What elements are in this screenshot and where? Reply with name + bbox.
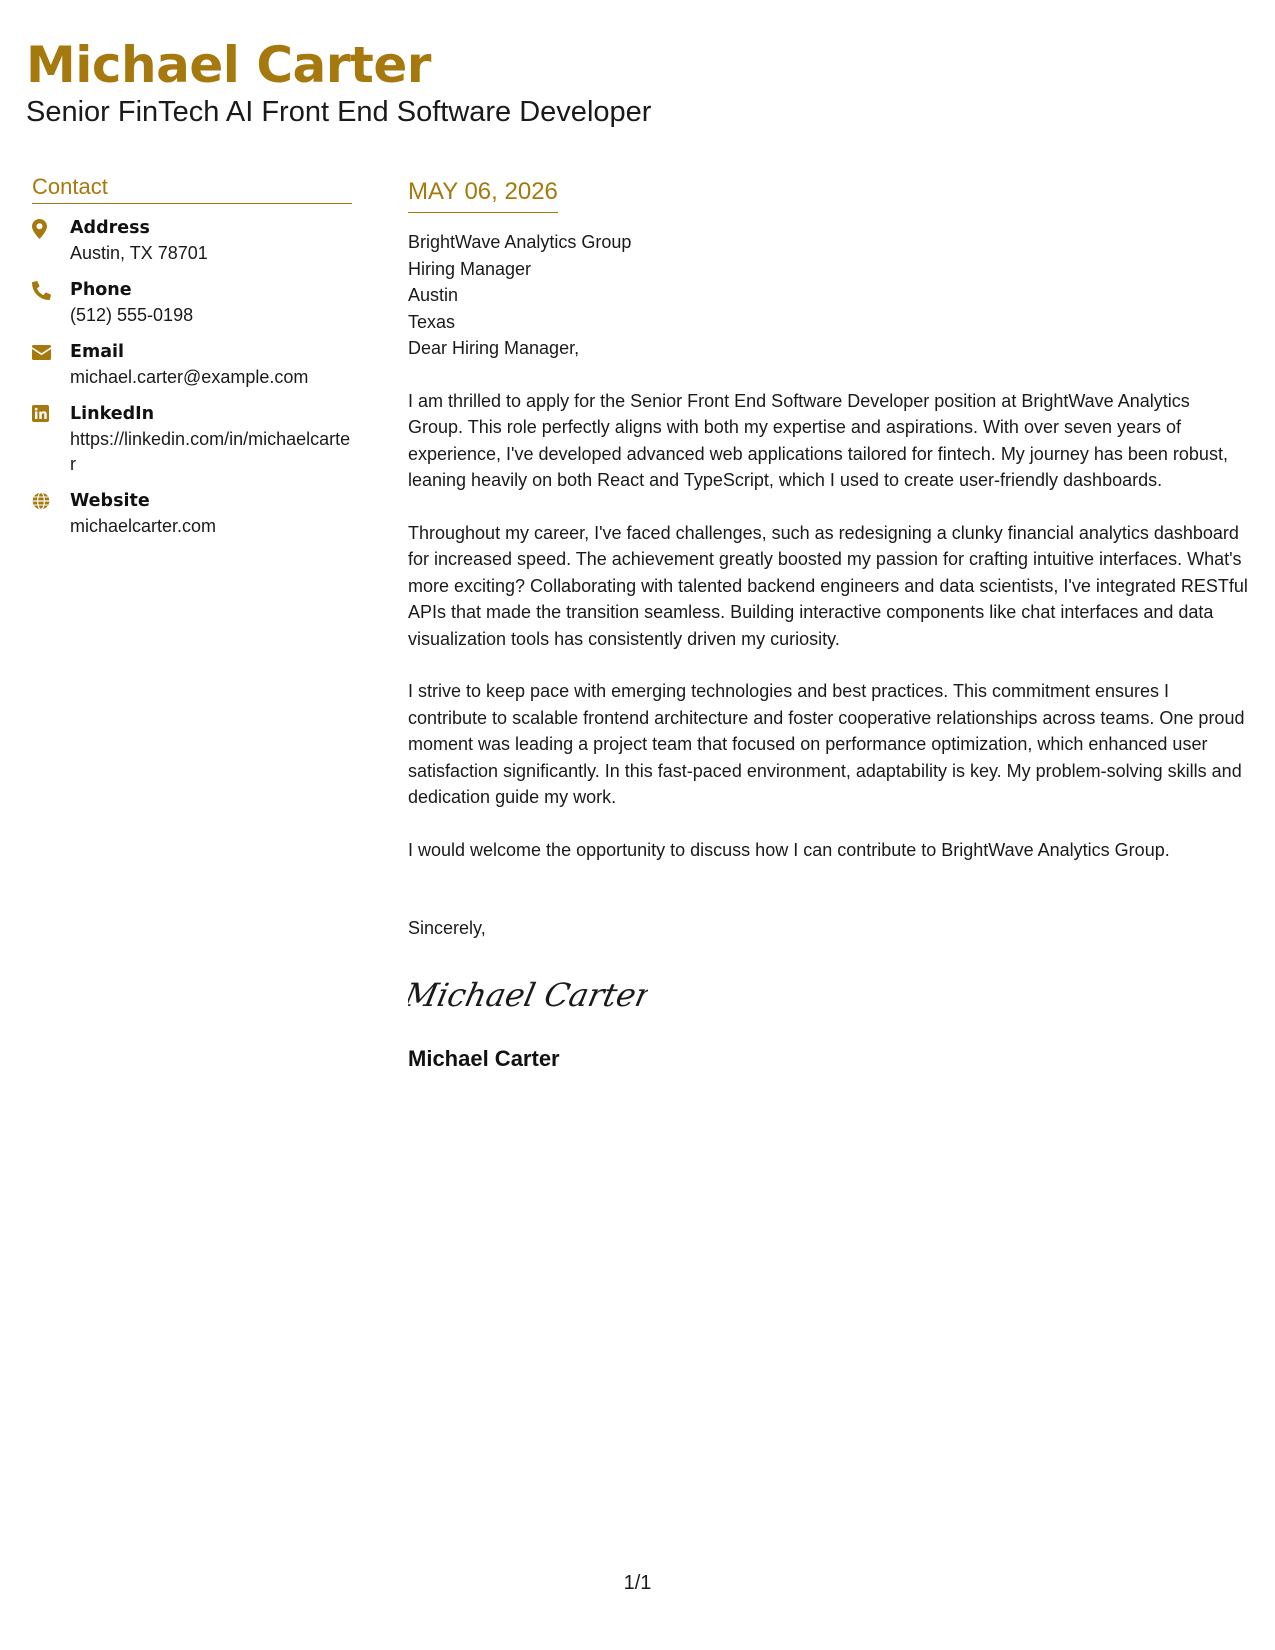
handwritten-signature bbox=[408, 972, 1248, 1022]
contact-heading: Contact bbox=[32, 174, 352, 204]
applicant-role: Senior FinTech AI Front End Software Developer bbox=[26, 96, 652, 128]
recipient-city: Austin bbox=[408, 285, 459, 305]
contact-label: LinkedIn bbox=[70, 404, 155, 424]
contact-label: Email bbox=[70, 342, 124, 362]
page-number: 1/1 bbox=[623, 1572, 652, 1594]
linkedin-value: https://linkedin.com/in/michaelcarter bbox=[70, 429, 351, 474]
letter-paragraph: I would welcome the opportunity to discuss how I can contribute to BrightWave Analytics Group. bbox=[408, 839, 1170, 860]
address-value: Austin, TX 78701 bbox=[70, 243, 208, 263]
salutation: Dear Hiring Manager, bbox=[408, 338, 580, 358]
phone-value: (512) 555-0198 bbox=[70, 305, 194, 325]
envelope-icon bbox=[32, 340, 70, 360]
contact-item-address bbox=[32, 216, 352, 266]
contact-label: Phone bbox=[70, 280, 132, 300]
website-value: michaelcarter.com bbox=[70, 516, 217, 536]
email-value: michael.carter@example.com bbox=[70, 367, 309, 387]
applicant-name: Michael Carter bbox=[26, 36, 431, 94]
recipient-company: BrightWave Analytics Group bbox=[408, 232, 632, 252]
contact-list bbox=[32, 216, 352, 539]
letter-date: MAY 06, 2026 bbox=[408, 178, 558, 213]
phone-icon bbox=[32, 278, 70, 300]
letter-paragraph: Throughout my career, I've faced challenges, such as redesigning a clunky financial analytics dashboard for increased speed. The achievement greatly boosted my passion for crafting intuitive interfaces. What's more exciting? Collaborating with talented backend engineers and data scientists, I've integrated RESTful APIs that made the transition seamless. Building interactive components like chat interfaces and data visualization tools has consistently driven my curiosity. bbox=[408, 522, 1248, 649]
closing-line: Sincerely, bbox=[408, 918, 486, 938]
recipient-title: Hiring Manager bbox=[408, 258, 532, 279]
recipient-state: Texas bbox=[408, 311, 456, 332]
letter-paragraph: I am thrilled to apply for the Senior Front End Software Developer position at BrightWave Analytics Group. This role perfectly aligns with both my expertise and aspirations. With over seven years of experience, I've developed advanced web applications tailored for fintech. My journey has been robust, leaning heavily on both React and TypeScript, which I used to create user-friendly dashboards. bbox=[408, 390, 1228, 490]
letter-paragraph: I strive to keep pace with emerging technologies and best practices. This commitment ensures I contribute to scalable frontend architecture and foster cooperative relationships across teams. One proud moment was leading a project team that focused on performance optimization, which enhanced user satisfaction significantly. In this fast-paced environment, adaptability is key. My problem-solving skills and dedication guide my work. bbox=[408, 681, 1245, 807]
map-pin-icon bbox=[32, 216, 70, 239]
recipient-block bbox=[408, 229, 1248, 362]
signed-name: Michael Carter bbox=[408, 1045, 560, 1071]
contact-item-linkedin bbox=[32, 402, 352, 477]
globe-icon bbox=[32, 489, 70, 510]
contact-sidebar bbox=[32, 174, 352, 551]
contact-item-website bbox=[32, 489, 352, 539]
contact-label: Address bbox=[70, 218, 150, 238]
linkedin-icon bbox=[32, 402, 70, 422]
signature-text: Michael Carter bbox=[408, 975, 648, 1014]
contact-item-email bbox=[32, 340, 352, 390]
contact-item-phone bbox=[32, 278, 352, 328]
contact-label: Website bbox=[70, 491, 150, 511]
letter-body bbox=[408, 178, 1248, 1072]
letter-header bbox=[26, 34, 651, 130]
